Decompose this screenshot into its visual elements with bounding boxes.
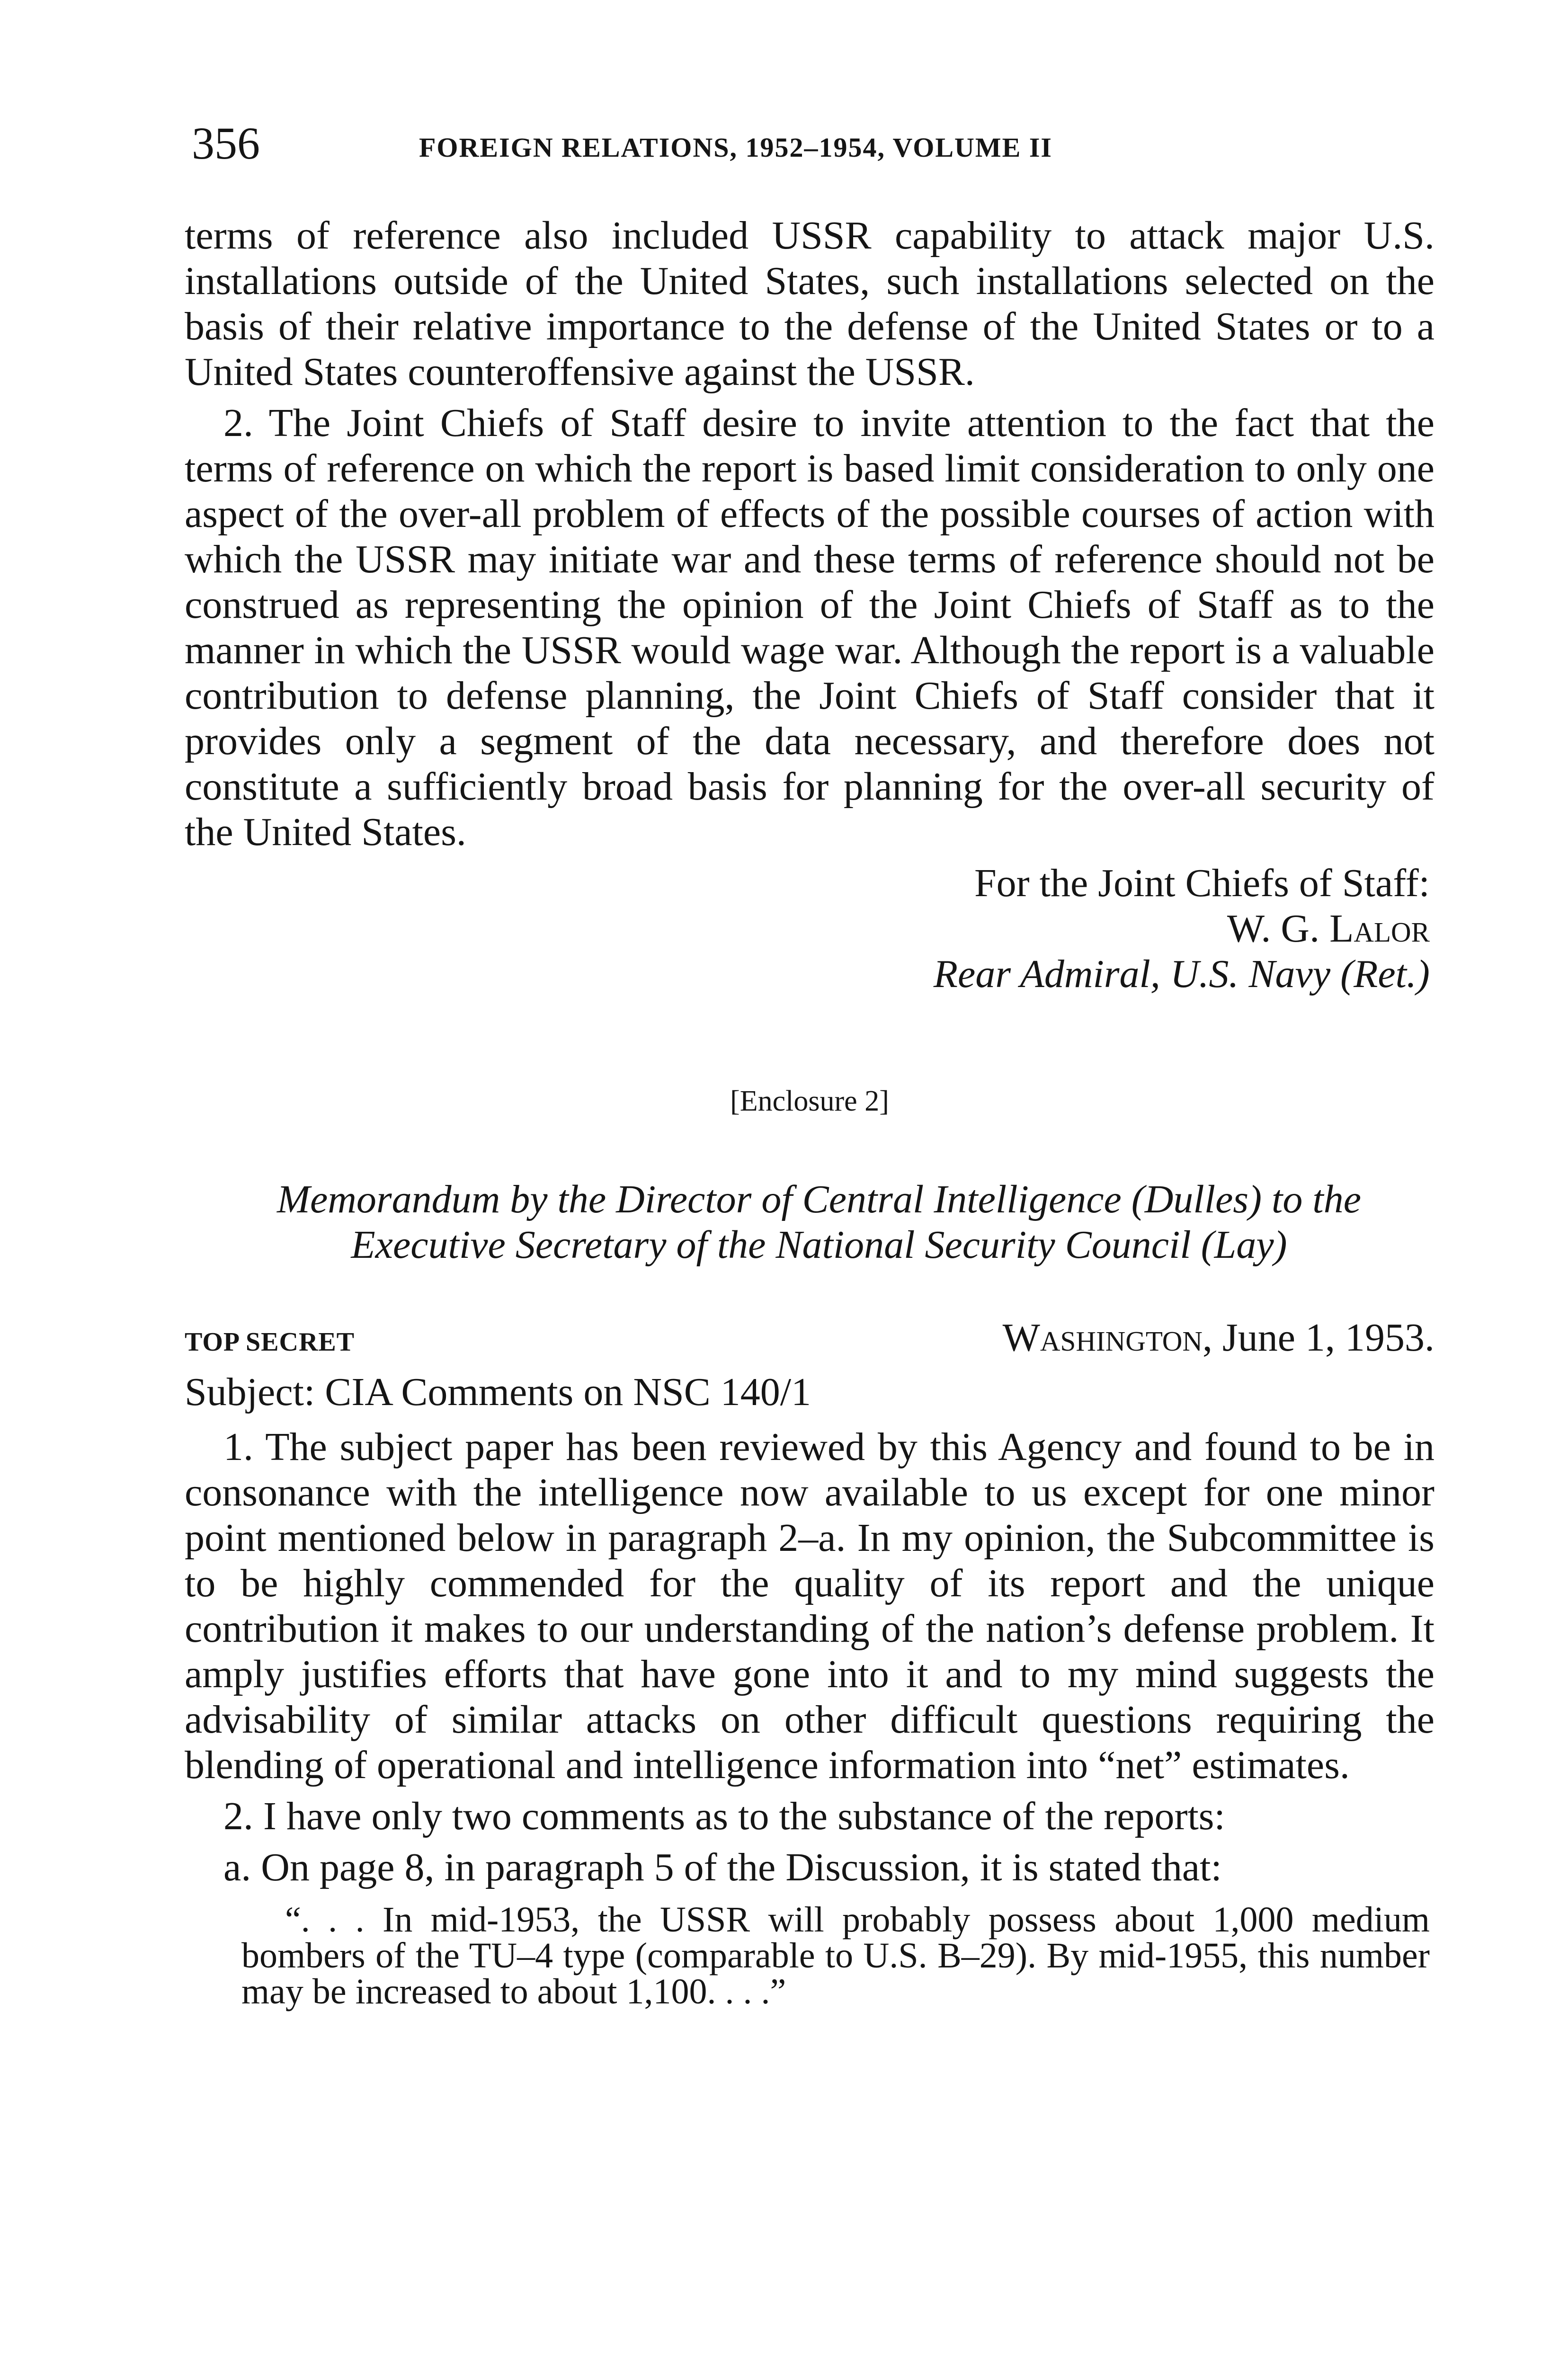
signature-title: Rear Admiral, U.S. Navy (Ret.) <box>933 952 1430 996</box>
dateline-date: , June 1, 1953. <box>1203 1316 1434 1360</box>
signature-block <box>185 861 1434 997</box>
dateline <box>1003 1315 1434 1361</box>
signature-for-line: For the Joint Chiefs of Staff: <box>974 861 1430 905</box>
page-number: 356 <box>192 118 260 169</box>
enclosure-label: [Enclosure 2] <box>730 1085 889 1117</box>
classification-label: TOP SECRET <box>185 1327 355 1357</box>
memo-paragraph-2: 2. I have only two comments as to the substance of the reports: <box>223 1794 1225 1838</box>
memo-title-line-1: Memorandum by the Director of Central Intelligence (Dulles) to the <box>276 1177 1362 1221</box>
subject-line: Subject: CIA Comments on NSC 140/1 <box>185 1370 811 1414</box>
memo-title-line-2: Executive Secretary of the National Security Council (Lay) <box>351 1223 1287 1267</box>
dateline-place: Washington <box>1002 1316 1203 1360</box>
signature-initials: W. G. <box>1227 907 1330 951</box>
memo-title <box>185 1177 1434 1268</box>
block-quote: “. . . In mid-1953, the USSR will probably possess about 1,000 medium bombers of the TU–4 type (comparable to U.S. B–29). By mid-1955, this number may be increased to about 1,100. . . .” <box>241 1900 1430 2011</box>
document-body <box>185 213 1434 2010</box>
page-header <box>192 118 1432 187</box>
jcs-paragraph-2: 2. The Joint Chiefs of Staff desire to invite attention to the fact that the terms of reference on which the report is based limit consideration to only one aspect of the over-all problem of effects of the possible courses of action with which the USSR may initiate war and these terms of reference should not be construed as representing the opinion of the Joint Chiefs of Staff as to the manner in which the USSR would wage war. Although the report is a valuable contribution to defense planning, the Joint Chiefs of Staff consider that it provides only a segment of the data necessary, and therefore does not constitute a sufficiently broad basis for planning for the over-all security of the United States. <box>185 401 1434 854</box>
continuation-paragraph: terms of reference also included USSR capability to attack major U.S. installations outside of the United States, such installations selected on the basis of their relative importance to the defense of the United States or to a United States counteroffensive against the USSR. <box>185 214 1434 394</box>
memo-paragraph-1: 1. The subject paper has been reviewed by this Agency and found to be in consonance with the intelligence now available to us except for one minor point mentioned below in paragraph 2–a. In my opinion, the Subcommittee is to be highly commended for the quality of its report and the unique contribution it makes to our understanding of the nation’s defense problem. It amply justifies efforts that have gone into it and to my mind suggests the advisability of similar attacks on other difficult questions requiring the blending of operational and intelligence information into “net” estimates. <box>185 1425 1434 1787</box>
memo-paragraph-2a: a. On page 8, in paragraph 5 of the Discussion, it is stated that: <box>223 1845 1222 1889</box>
signature-surname: Lalor <box>1329 907 1430 951</box>
signature-name <box>185 906 1430 952</box>
running-head: FOREIGN RELATIONS, 1952–1954, VOLUME II <box>419 132 1052 163</box>
classification-row <box>185 1315 1434 1365</box>
